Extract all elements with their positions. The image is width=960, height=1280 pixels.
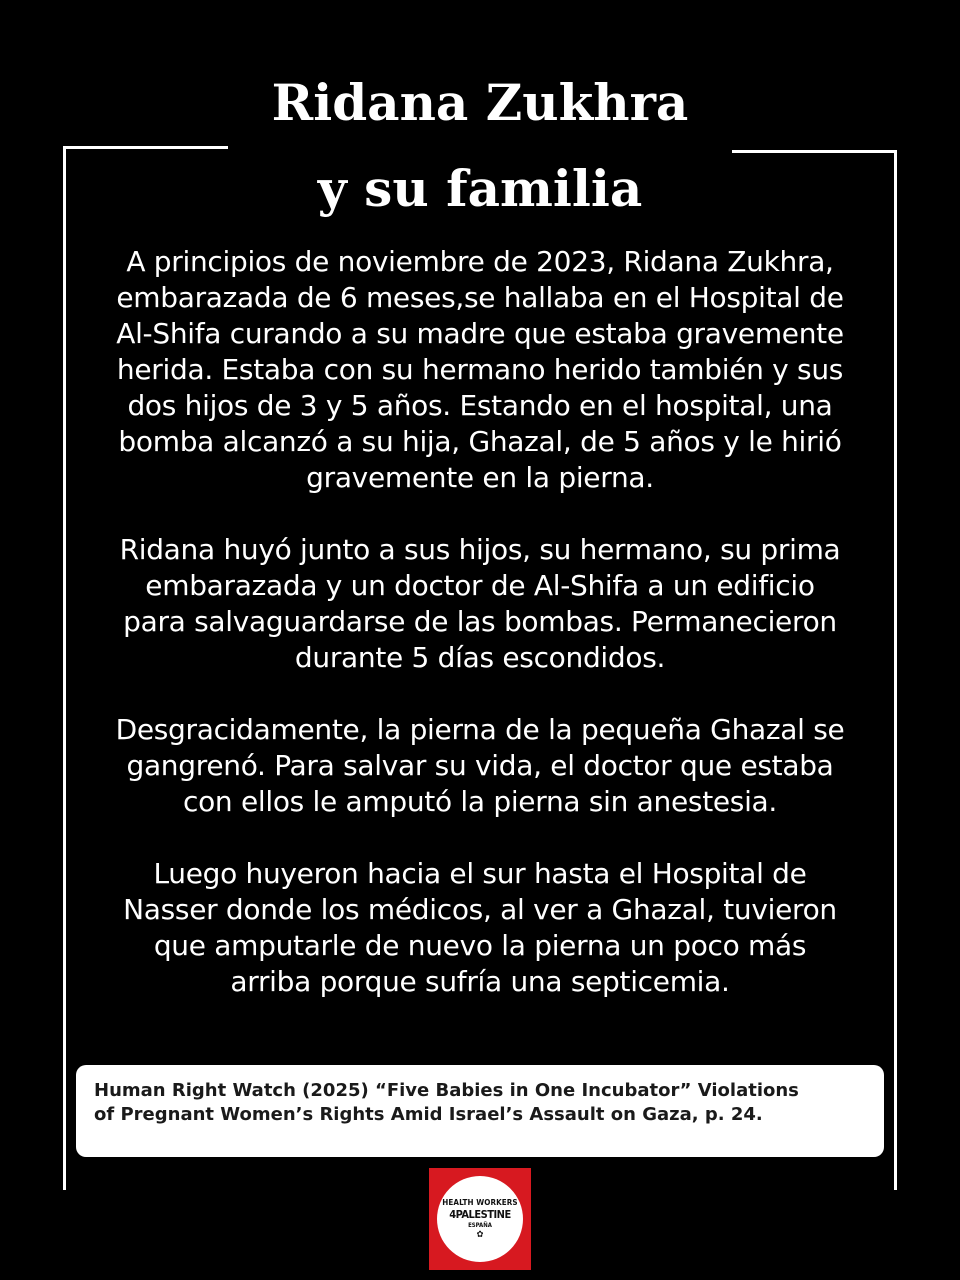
paragraph-4: Luego huyeron hacia el sur hasta el Hospital de Nasser donde los médicos, al ver a Ghazal, tuvieron que amputarle de nuevo la pierna un poco más arriba porque sufría una septicemia. [123,857,837,998]
paragraph-2: Ridana huyó junto a sus hijos, su hermano, su prima embarazada y un doctor de Al-Shifa a un edificio para salvaguardarse de las bombas. Permanecieron durante 5 días escondidos. [119,533,841,674]
story-body [80,244,880,1036]
title-line-2: y su familia [317,159,643,218]
logo-circle [437,1176,523,1262]
citation-box: Human Right Watch (2025) “Five Babies in One Incubator” Violations of Pregnant Women’s Rights Amid Israel’s Assault on Gaza, p. 24. [76,1065,884,1157]
frame-right-line [894,150,897,1190]
paragraph-3: Desgracidamente, la pierna de la pequeña Ghazal se gangrenó. Para salvar su vida, el doctor que estaba con ellos le amputó la pierna sin anestesia. [115,713,845,818]
olive-branch-icon: ✿ [476,1230,484,1240]
logo-text-4palestine: 4PALESTINE [449,1208,511,1221]
logo-text-health-workers: HEALTH WORKERS [442,1198,518,1207]
health-workers-4-palestine-logo [429,1168,531,1270]
frame-left-line [63,146,66,1190]
frame-top-right-line [732,150,897,153]
paragraph-1: A principios de noviembre de 2023, Ridana Zukhra, embarazada de 6 meses,se hallaba en el Hospital de Al-Shifa curando a su madre que estaba gravemente herida. Estaba con su hermano herido también y sus dos hijos de 3 y 5 años. Estando en el hospital, una bomba alcanzó a su hija, Ghazal, de 5 años y le hirió gravemente en la pierna. [116,245,844,494]
frame-top-left-line [63,146,228,149]
title-line-1: Ridana Zukhra [271,73,689,132]
logo-text-espana: ESPAÑA [468,1222,492,1229]
